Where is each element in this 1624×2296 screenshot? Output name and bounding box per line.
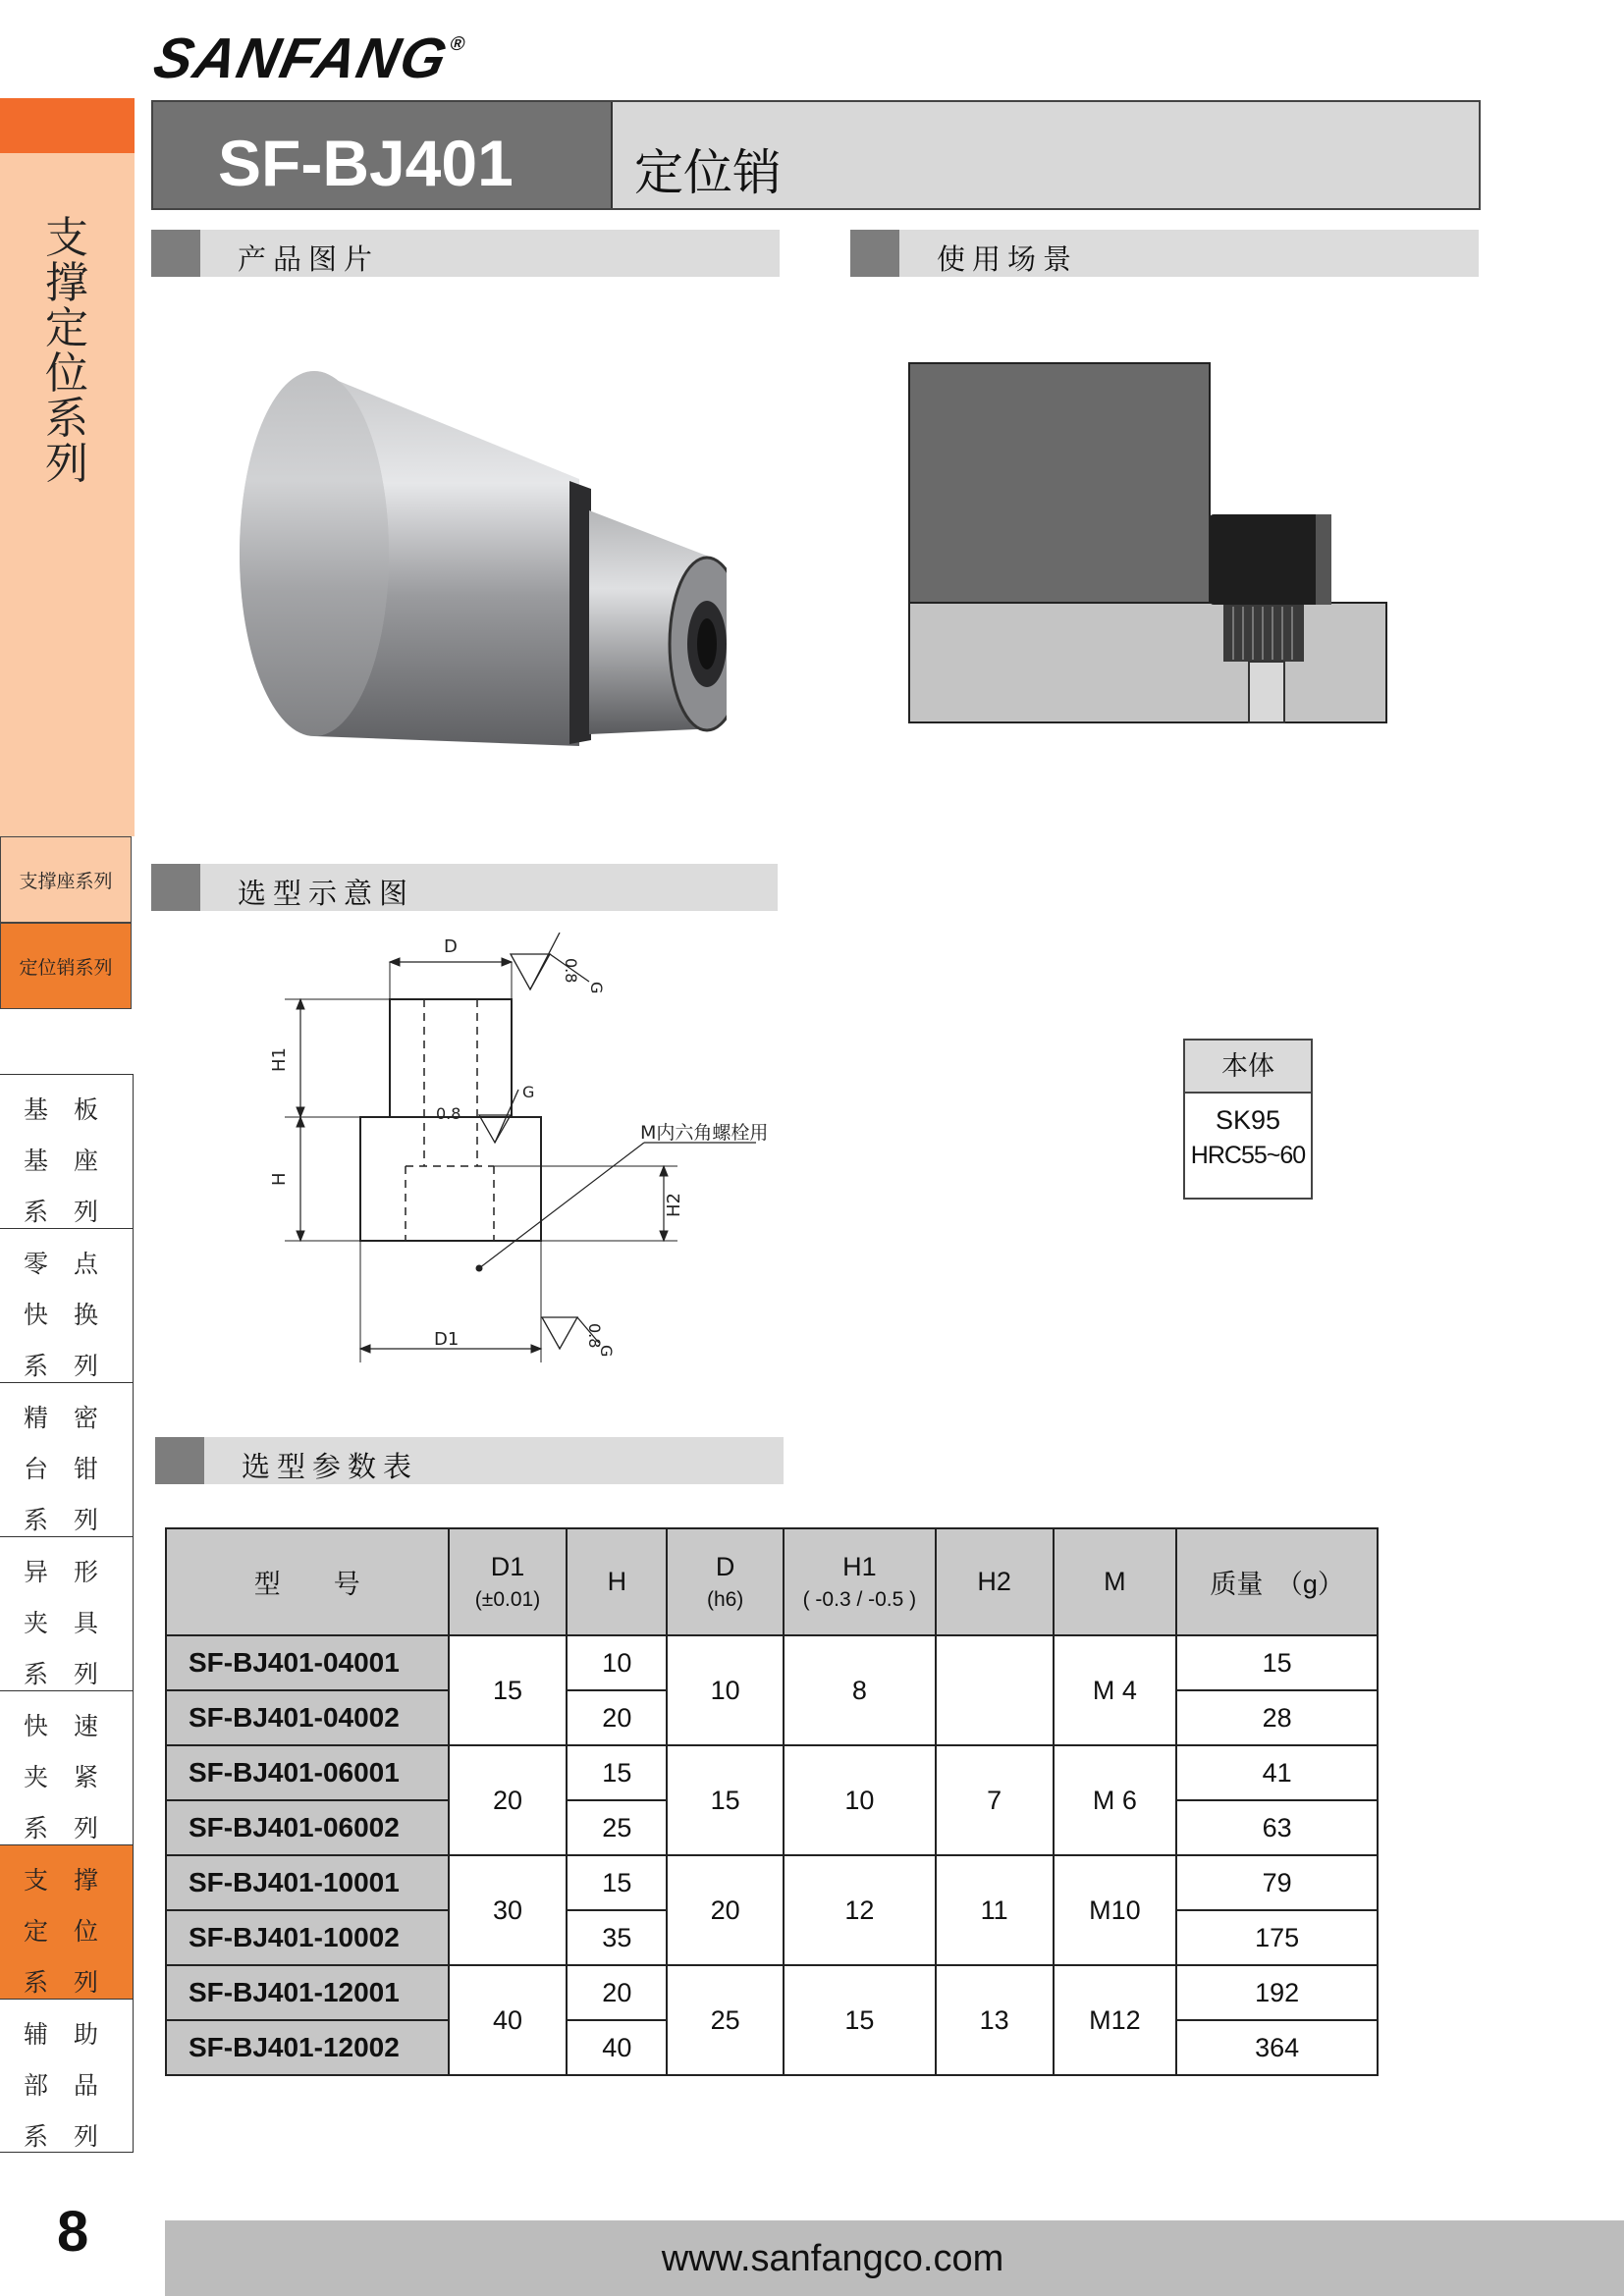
cell-mass: 28 [1176, 1690, 1378, 1745]
cell-h2 [936, 1635, 1054, 1745]
category-item[interactable] [0, 1074, 133, 1228]
dim-label-h1: H1 [269, 1047, 290, 1072]
cell-d1: 15 [449, 1635, 568, 1745]
usage-scene-illustration [903, 359, 1394, 732]
cell-h1: 10 [784, 1745, 936, 1855]
cell-d1: 30 [449, 1855, 568, 1965]
page-number: 8 [57, 2200, 89, 2264]
category-item[interactable] [0, 1690, 133, 1844]
category-nav [0, 1074, 134, 2153]
category-item-label: 基座 [24, 1148, 125, 1175]
category-item[interactable] [0, 1999, 133, 2153]
cell-mass: 79 [1176, 1855, 1378, 1910]
cell-m: M12 [1054, 1965, 1177, 2075]
cell-mass: 364 [1176, 2020, 1378, 2075]
product-name: 定位销 [634, 145, 782, 200]
category-item[interactable] [0, 1536, 133, 1690]
grind-mark-bottom: G [597, 1345, 616, 1358]
category-item-label: 快换 [24, 1302, 125, 1329]
cell-model: SF-BJ401-04001 [166, 1635, 449, 1690]
category-item[interactable] [0, 1228, 133, 1382]
sidebar-accent [0, 98, 135, 153]
category-item-label: 系列 [24, 1969, 125, 1997]
cell-model: SF-BJ401-06002 [166, 1800, 449, 1855]
cell-h: 15 [567, 1745, 667, 1800]
sidebar-sub-locating-pin[interactable]: 定位销系列 [0, 923, 132, 1009]
section-selection-diagram: 选型示意图 [151, 864, 778, 911]
col-mass: 质量 （g） [1176, 1528, 1378, 1635]
category-item[interactable] [0, 1382, 133, 1536]
product-code: SF-BJ401 [218, 127, 514, 199]
category-item-label: 基板 [24, 1096, 125, 1124]
footer-url[interactable]: www.sanfangco.com [661, 2238, 1004, 2279]
category-item-label: 系列 [24, 1815, 125, 1842]
roughness-step: 0.8 [436, 1104, 461, 1123]
cell-model: SF-BJ401-12001 [166, 1965, 449, 2020]
category-item-label: 异形 [24, 1559, 125, 1586]
cell-d: 20 [667, 1855, 784, 1965]
category-item-label: 夹具 [24, 1610, 125, 1637]
category-item-label: 系列 [24, 2123, 125, 2151]
cell-d: 10 [667, 1635, 784, 1745]
cell-d1: 20 [449, 1745, 568, 1855]
category-item-label: 系列 [24, 1661, 125, 1688]
cell-h1: 15 [784, 1965, 936, 2075]
cell-h: 20 [567, 1690, 667, 1745]
category-item-label: 系列 [24, 1507, 125, 1534]
dimension-drawing [265, 933, 776, 1394]
sidebar-main-category: 支撑定位系列 [45, 214, 88, 488]
category-item-label: 快速 [24, 1713, 125, 1740]
cell-d: 15 [667, 1745, 784, 1855]
col-h2: H2 [936, 1528, 1054, 1635]
section-usage-scene: 使用场景 [850, 230, 1479, 277]
category-item-label: 辅助 [24, 2021, 125, 2049]
category-item-label: 支撑 [24, 1867, 125, 1895]
col-h1: H1 ( -0.3 / -0.5 ) [784, 1528, 936, 1635]
table-row [166, 1855, 1378, 1910]
product-photo [216, 363, 727, 766]
cell-h: 35 [567, 1910, 667, 1965]
col-model: 型 号 [166, 1528, 449, 1635]
table-row [166, 1635, 1378, 1690]
cell-h: 20 [567, 1965, 667, 2020]
cell-model: SF-BJ401-10001 [166, 1855, 449, 1910]
col-h: H [567, 1528, 667, 1635]
dim-label-d1: D1 [434, 1329, 460, 1350]
col-d1: D1 (±0.01) [449, 1528, 568, 1635]
cell-model: SF-BJ401-12002 [166, 2020, 449, 2075]
bolt-note: M内六角螺栓用 [640, 1122, 769, 1144]
sidebar-sub-support-seat[interactable]: 支撑座系列 [0, 836, 132, 923]
category-item[interactable] [0, 1844, 133, 1999]
table-row [166, 1745, 1378, 1800]
category-item-label: 夹紧 [24, 1764, 125, 1791]
table-header-row [166, 1528, 1378, 1635]
cell-h2: 7 [936, 1745, 1054, 1855]
grind-mark-top: G [587, 982, 606, 994]
brand-logo: SANFANG® [148, 27, 469, 90]
cell-m: M 4 [1054, 1635, 1177, 1745]
cell-mass: 63 [1176, 1800, 1378, 1855]
roughness-bottom: 0.8 [585, 1323, 604, 1349]
cell-h1: 12 [784, 1855, 936, 1965]
cell-h2: 11 [936, 1855, 1054, 1965]
dim-label-h2: H2 [664, 1193, 684, 1217]
cell-model: SF-BJ401-04002 [166, 1690, 449, 1745]
category-item-label: 定位 [24, 1918, 125, 1946]
dim-label-h: H [269, 1172, 290, 1186]
cell-d: 25 [667, 1965, 784, 2075]
table-row [166, 1965, 1378, 2020]
cell-d1: 40 [449, 1965, 568, 2075]
section-selection-table: 选型参数表 [155, 1437, 784, 1484]
cell-h: 40 [567, 2020, 667, 2075]
section-product-image: 产品图片 [151, 230, 780, 277]
cell-h: 25 [567, 1800, 667, 1855]
roughness-top: 0.8 [562, 958, 580, 984]
category-item-label: 系列 [24, 1353, 125, 1380]
col-m: M [1054, 1528, 1177, 1635]
category-item-label: 台钳 [24, 1456, 125, 1483]
cell-model: SF-BJ401-06001 [166, 1745, 449, 1800]
parameter-table [165, 1527, 1379, 2076]
col-d: D (h6) [667, 1528, 784, 1635]
material-hardness: HRC55~60 [1190, 1142, 1306, 1169]
cell-model: SF-BJ401-10002 [166, 1910, 449, 1965]
cell-m: M10 [1054, 1855, 1177, 1965]
grind-mark-step: G [522, 1083, 535, 1101]
cell-mass: 175 [1176, 1910, 1378, 1965]
category-item-label: 部品 [24, 2072, 125, 2100]
cell-h2: 13 [936, 1965, 1054, 2075]
material-spec-box [1183, 1039, 1313, 1200]
category-item-label: 零点 [24, 1251, 125, 1278]
cell-m: M 6 [1054, 1745, 1177, 1855]
cell-h1: 8 [784, 1635, 936, 1745]
cell-mass: 41 [1176, 1745, 1378, 1800]
category-item-label: 精密 [24, 1405, 125, 1432]
material-steel: SK95 [1215, 1105, 1281, 1135]
cell-h: 10 [567, 1635, 667, 1690]
cell-mass: 192 [1176, 1965, 1378, 2020]
category-item-label: 系列 [24, 1199, 125, 1226]
dim-label-d: D [444, 936, 458, 957]
material-header: 本体 [1185, 1041, 1311, 1094]
cell-mass: 15 [1176, 1635, 1378, 1690]
cell-h: 15 [567, 1855, 667, 1910]
